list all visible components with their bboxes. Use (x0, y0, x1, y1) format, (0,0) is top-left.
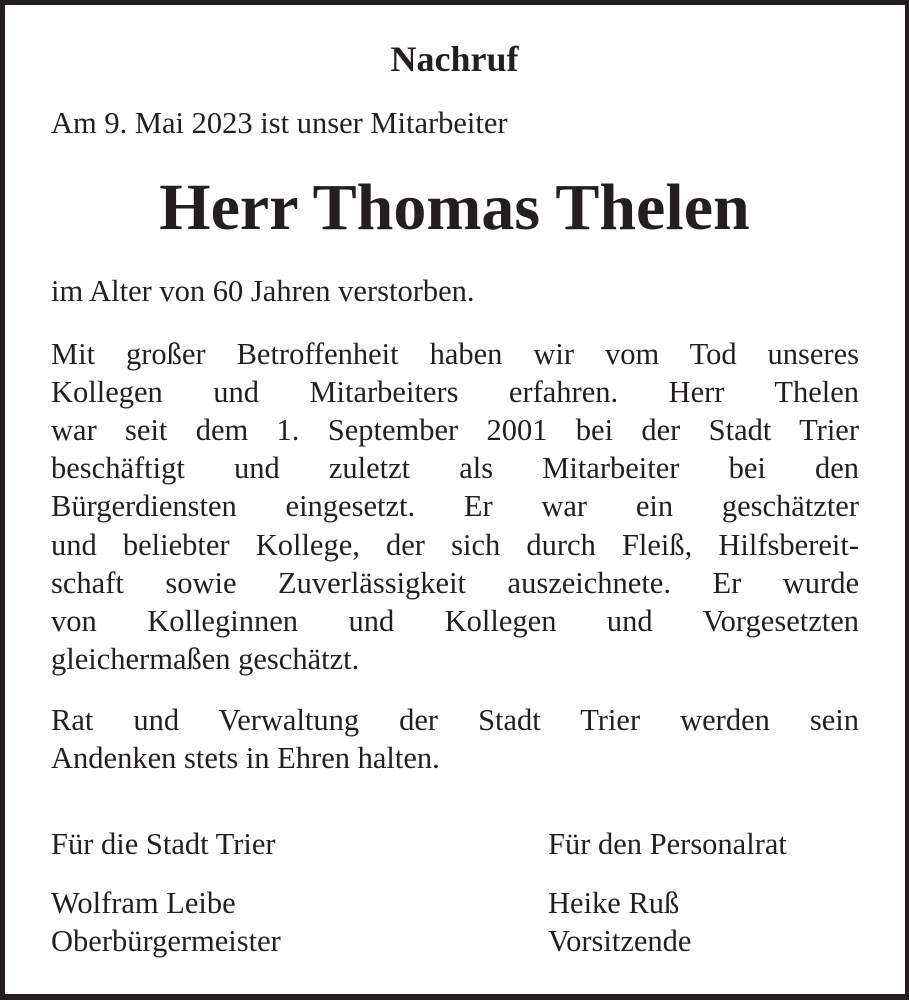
body-line: Bürgerdiensten eingesetzt. Er war ein geschätzter (51, 489, 859, 523)
body-line: Kollegen und Mitarbeiters erfahren. Herr Thelen (51, 375, 859, 409)
notice-title: Nachruf (390, 39, 519, 79)
body-line: war seit dem 1. September 2001 bei der Stadt Trier (51, 413, 859, 447)
signature-name: Heike Ruß (548, 886, 680, 920)
signature-name: Wolfram Leibe (51, 886, 236, 920)
body-line: von Kolleginnen und Kollegen und Vorgesetzten (51, 604, 859, 638)
body-line: gleichermaßen geschätzt. (51, 642, 360, 676)
closing-line: Andenken stets in Ehren halten. (51, 741, 440, 775)
deceased-name: Herr Thomas Thelen (159, 171, 750, 244)
signature-role: Oberbürgermeister (51, 924, 281, 958)
signature-for: Für die Stadt Trier (51, 827, 276, 861)
body-line: schaft sowie Zuverlässigkeit auszeichnete. Er wurde (51, 566, 859, 600)
age-text: im Alter von 60 Jahren verstorben. (51, 274, 475, 308)
intro-text: Am 9. Mai 2023 ist unser Mitarbeiter (51, 106, 508, 140)
body-line: Mit großer Betroffenheit haben wir vom Tod unseres (51, 337, 859, 371)
signature-role: Vorsitzende (548, 924, 692, 958)
signature-for: Für den Personalrat (548, 827, 787, 861)
closing-line: Rat und Verwaltung der Stadt Trier werden sein (51, 703, 859, 737)
body-line: beschäftigt und zuletzt als Mitarbeiter bei den (51, 451, 859, 485)
body-line: und beliebter Kollege, der sich durch Fleiß, Hilfsbereit- (51, 528, 859, 562)
